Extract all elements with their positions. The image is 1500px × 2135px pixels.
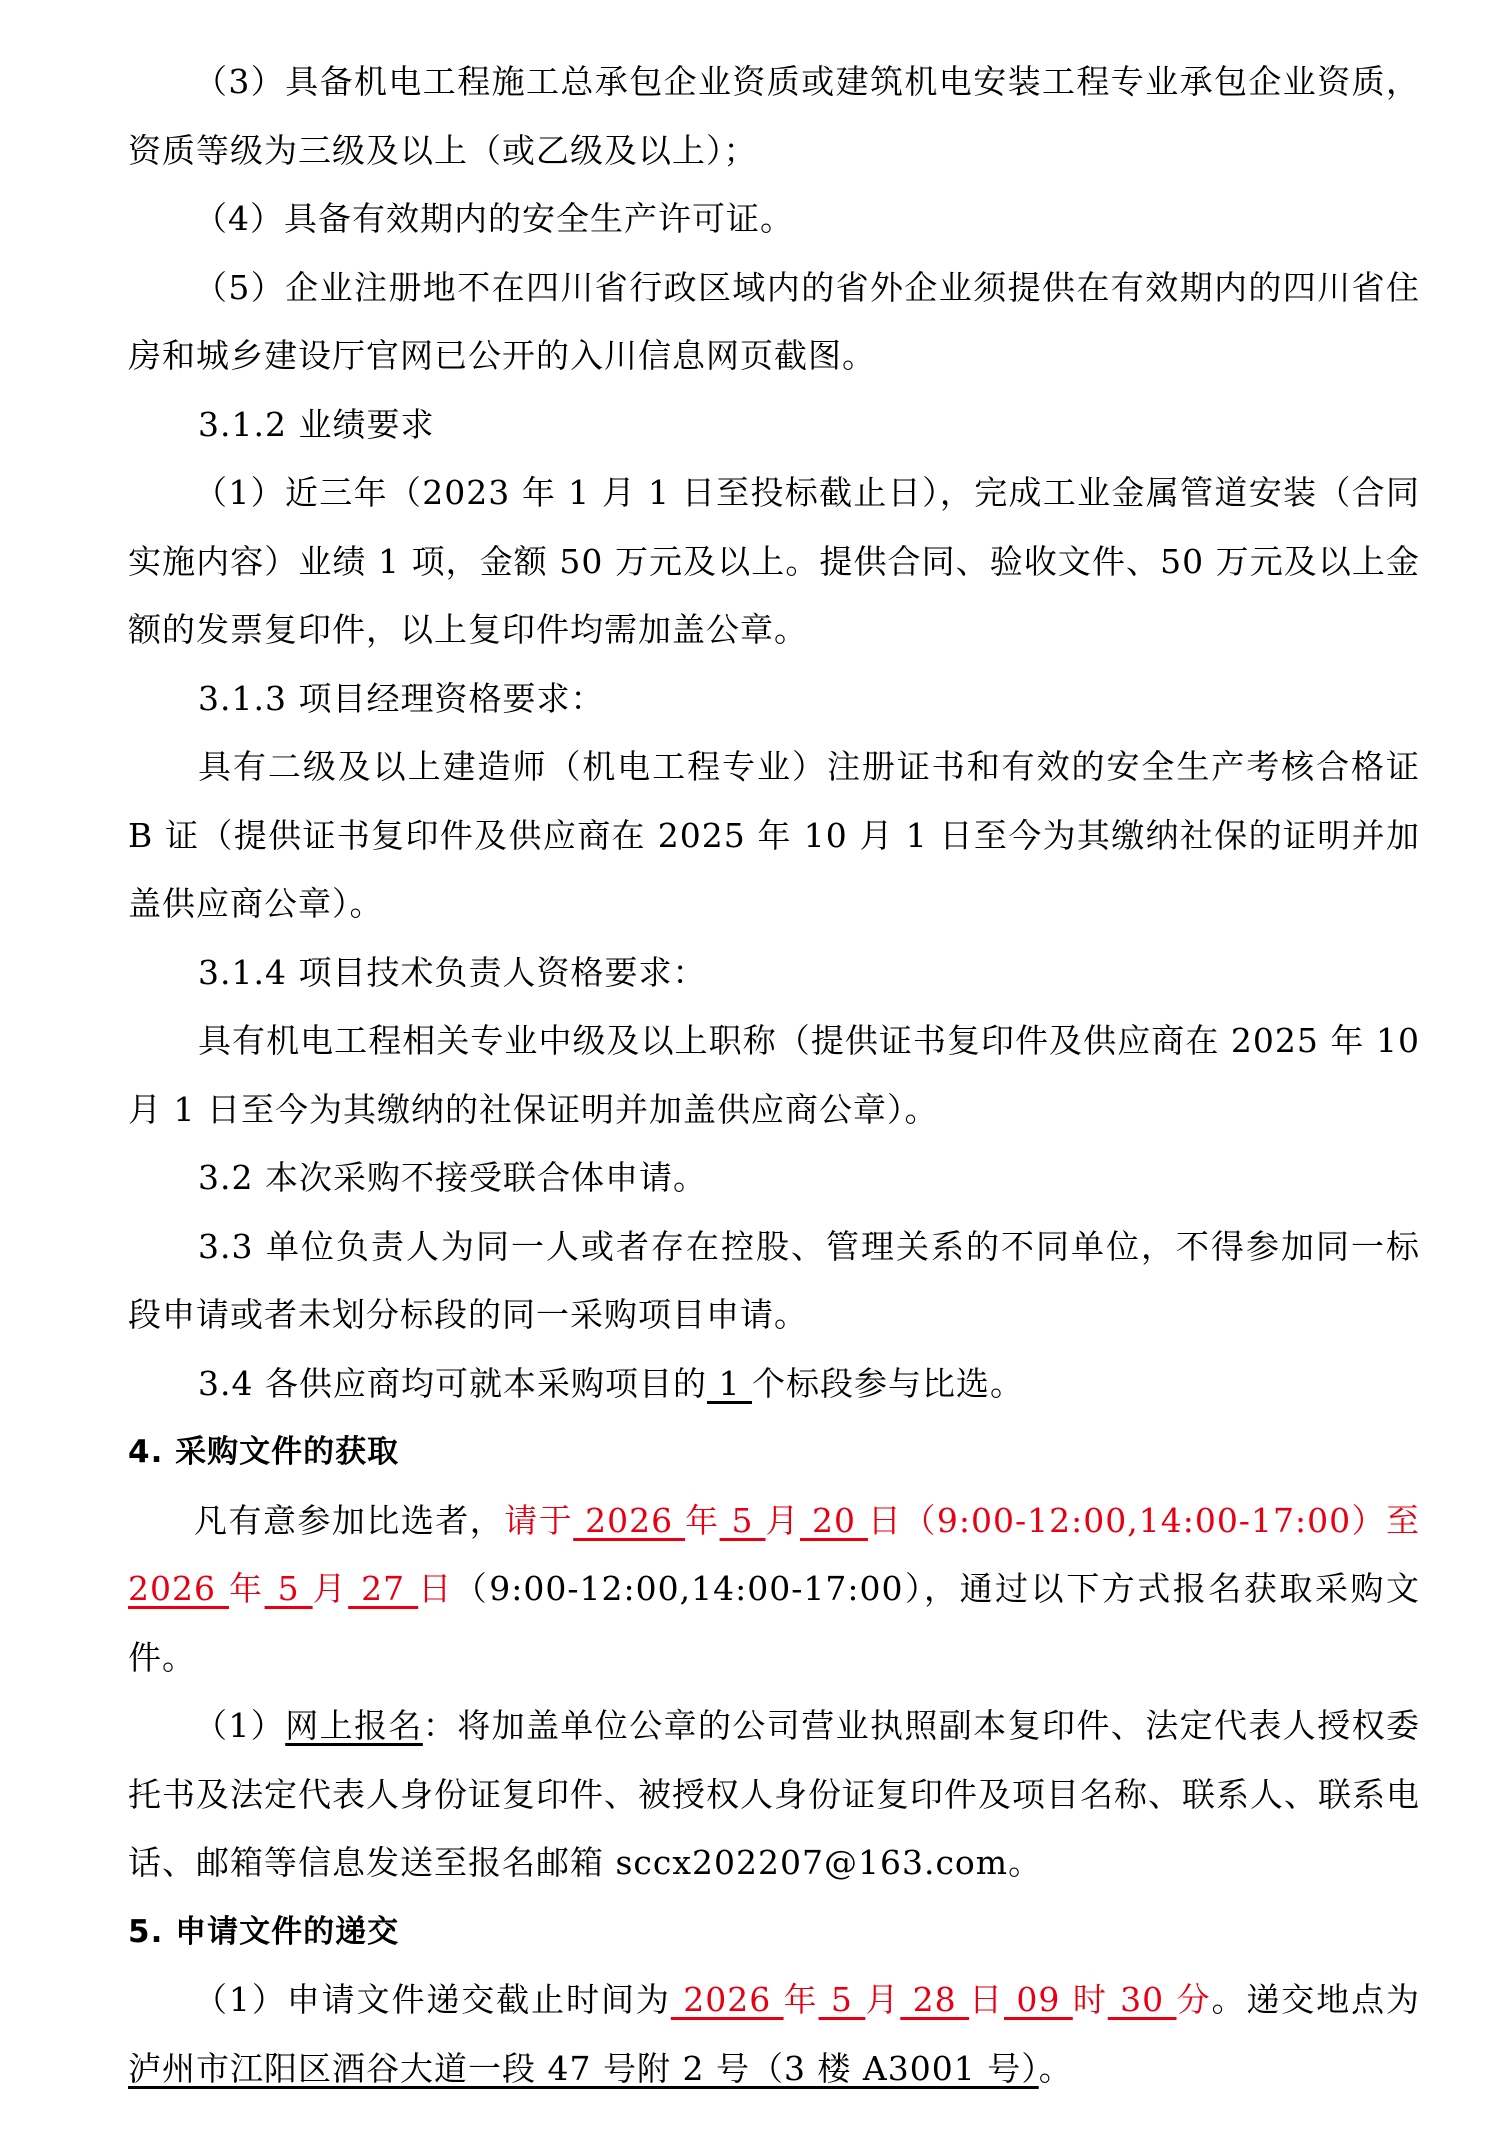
date-text: 年 — [783, 1980, 819, 2019]
paragraph-3-2: 3.2 本次采购不接受联合体申请。 — [198, 1158, 707, 1197]
text-segment: 凡有意参加比选者， — [194, 1500, 505, 1540]
text-segment: 3.4 各供应商均可就本采购项目的 — [198, 1363, 707, 1403]
text-segment: 。 — [1038, 2048, 1073, 2088]
deadline-hour: 09 — [1004, 1980, 1073, 2019]
heading-3-1-3: 3.1.3 项目经理资格要求： — [198, 678, 605, 718]
end-day: 27 — [348, 1569, 419, 1608]
text-segment: （9:00-12:00,14:00-17:00），通过以下方式报名获取采购文件。 — [128, 1569, 1421, 1677]
heading-3-1-2: 3.1.2 业绩要求 — [198, 404, 435, 444]
end-month: 5 — [264, 1569, 313, 1608]
text-segment: （1）申请文件递交截止时间为 — [194, 1980, 671, 2019]
date-text: 月 — [312, 1569, 349, 1608]
paragraph-project-manager: 具有二级及以上建造师（机电工程专业）注册证书和有效的安全生产考核合格证 B 证（提供证书复印件及供应商在 2025 年 10 月 1 日至今为其缴纳社保的证明并加盖供应商公章）。 — [128, 747, 1420, 923]
text-segment: 个标段参与比选。 — [751, 1363, 1024, 1403]
start-year: 2026 — [573, 1500, 686, 1540]
date-text: 日 — [418, 1569, 454, 1608]
text-segment: ：将加盖单位公章的公司营业执照副本复印件、法定代表人授权委托书及法定代表人身份证复印件、被授权人身份证复印件及项目名称、联系人、联系电话、邮箱等信息发送至报名邮箱 sccx202207@163.com。 — [128, 1706, 1421, 1882]
deadline-minute: 30 — [1107, 1980, 1177, 2019]
paragraph-technical-lead: 具有机电工程相关专业中级及以上职称（提供证书复印件及供应商在 2025 年 10 月 1 日至今为其缴纳的社保证明并加盖供应商公章）。 — [128, 1021, 1420, 1129]
paragraph-performance: （1）近三年（2023 年 1 月 1 日至投标截止日），完成工业金属管道安装（合同实施内容）业绩 1 项，金额 50 万元及以上。提供合同、验收文件、50 万元及以上金额的发票复印件，以上复印件均需加盖公章。 — [128, 473, 1420, 649]
paragraph-qualification-5: （5）企业注册地不在四川省行政区域内的省外企业须提供在有效期内的四川省住房和城乡建设厅官网已公开的入川信息网页截图。 — [128, 267, 1420, 375]
start-day: 20 — [800, 1500, 868, 1540]
text-segment: （1） — [194, 1706, 286, 1745]
paragraph-3-4 — [128, 1350, 1420, 1419]
date-text: 日 — [969, 1980, 1004, 2019]
heading-3-1-4: 3.1.4 项目技术负责人资格要求： — [198, 952, 707, 992]
paragraph-submission-deadline — [128, 1966, 1420, 2103]
deadline-year: 2026 — [670, 1980, 784, 2019]
date-text: 日（9:00-12:00,14:00-17:00）至 — [867, 1500, 1421, 1540]
paragraph-qualification-3: （3）具备机电工程施工总承包企业资质或建筑机电安装工程专业承包企业资质，资质等级为三级及以上（或乙级及以上）； — [128, 62, 1420, 170]
start-month: 5 — [719, 1500, 766, 1540]
section-4-heading: 4. 采购文件的获取 — [128, 1434, 400, 1470]
document-page — [128, 48, 1420, 2103]
date-text: 请于 — [504, 1500, 574, 1540]
paragraph-acquisition-period — [128, 1487, 1420, 1693]
deadline-day: 28 — [900, 1980, 970, 2019]
lot-count: 1 — [706, 1363, 752, 1403]
paragraph-3-3: 3.3 单位负责人为同一人或者存在控股、管理关系的不同单位，不得参加同一标段申请或者未划分标段的同一采购项目申请。 — [128, 1226, 1420, 1334]
end-year: 2026 — [128, 1569, 230, 1608]
date-text: 月 — [865, 1980, 901, 2019]
date-text: 时 — [1072, 1980, 1108, 2019]
paragraph-qualification-4: （4）具备有效期内的安全生产许可证。 — [194, 199, 794, 238]
date-text: 年 — [229, 1569, 265, 1608]
date-text: 月 — [765, 1500, 800, 1540]
date-text: 年 — [685, 1500, 720, 1540]
paragraph-online-registration — [128, 1692, 1420, 1898]
section-5-heading: 5. 申请文件的递交 — [128, 1913, 400, 1950]
text-segment: 。递交地点为 — [1211, 1980, 1421, 2019]
date-text: 分 — [1176, 1980, 1212, 2019]
submission-address: 泸州市江阳区酒谷大道一段 47 号附 2 号（3 楼 A3001 号） — [128, 2048, 1039, 2088]
deadline-month: 5 — [818, 1980, 866, 2019]
online-registration-label: 网上报名 — [285, 1706, 423, 1745]
